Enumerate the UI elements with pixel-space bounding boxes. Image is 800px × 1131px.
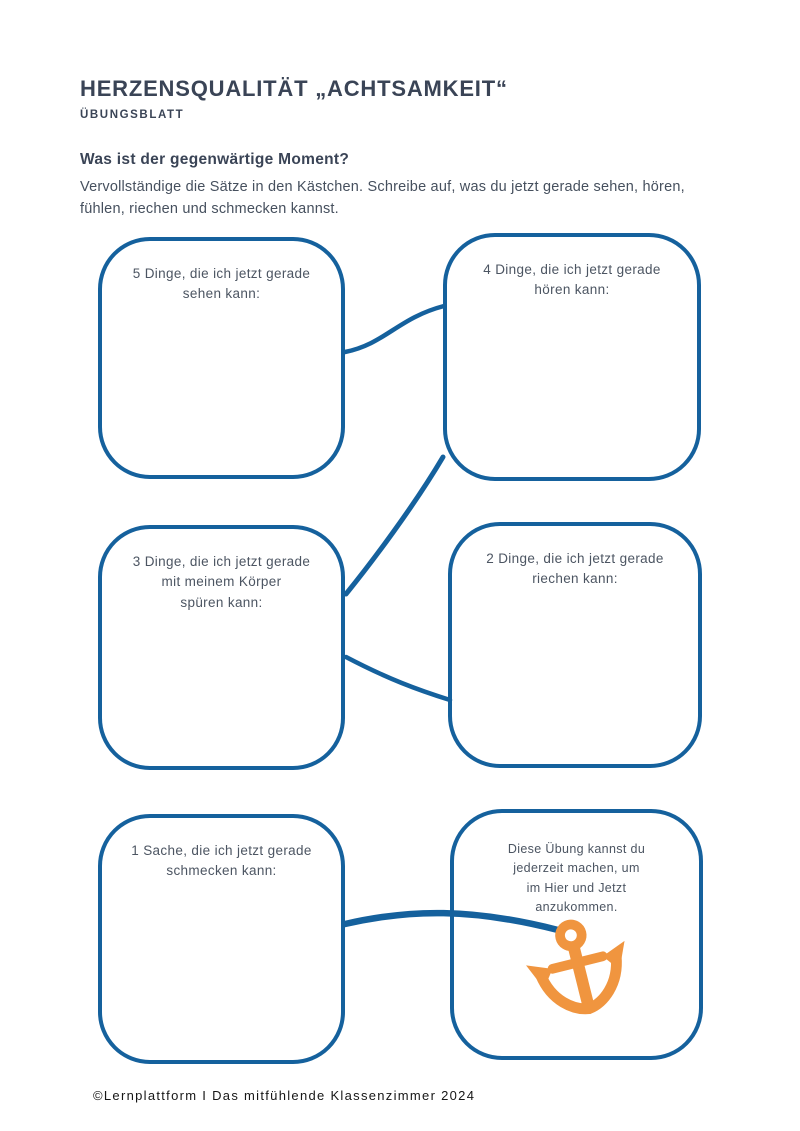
box-taste-label: 1 Sache, die ich jetzt gerade schmecken kann:: [131, 843, 312, 879]
header: [80, 76, 740, 221]
page-subtitle: ÜBUNGSBLATT: [80, 109, 185, 121]
page-title: HERZENSQUALITÄT „ACHTSAMKEIT“: [80, 76, 508, 101]
connector-hear-feel: [346, 457, 443, 594]
box-see-label: 5 Dinge, die ich jetzt gerade sehen kann:: [132, 266, 311, 302]
box-feel-label: 3 Dinge, die ich jetzt gerade mit meinem Körper spüren kann:: [132, 554, 311, 610]
box-note-label: Diese Übung kannst du jederzeit machen, um im Hier und Jetzt anzukommen.: [507, 842, 646, 915]
connector-see-hear: [345, 306, 444, 352]
box-smell: [448, 522, 702, 768]
instructions-text: Vervollständige die Sätze in den Kästchen. Schreibe auf, was du jetzt gerade sehen, hören, fühlen, riechen und schmecken kannst.: [80, 179, 685, 218]
box-smell-label: 2 Dinge, die ich jetzt gerade riechen kann:: [486, 551, 664, 587]
box-hear-label: 4 Dinge, die ich jetzt gerade hören kann:: [483, 262, 661, 298]
section-heading: Was ist der gegenwärtige Moment?: [80, 151, 350, 168]
connector-feel-smell: [346, 657, 450, 700]
box-taste: [98, 814, 345, 1064]
box-note: [450, 809, 703, 1060]
box-hear: [443, 233, 701, 481]
box-feel: [98, 525, 345, 770]
footer-credit: ©Lernplattform I Das mitfühlende Klassenzimmer 2024: [93, 1088, 476, 1103]
box-see: [98, 237, 345, 479]
